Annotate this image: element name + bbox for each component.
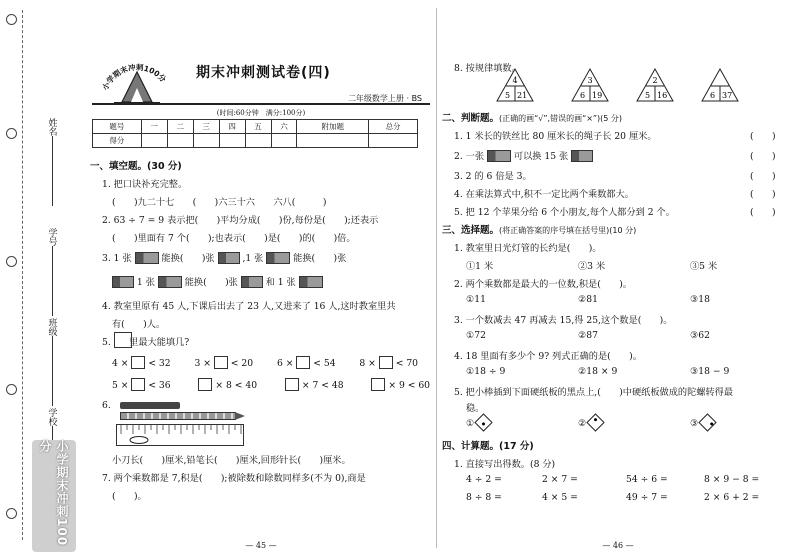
triangle-left: 5 (505, 91, 511, 100)
score-cell[interactable] (141, 134, 167, 148)
section-choice: 三、选择题。(将正确答案的序号填在括号里)(10 分) (442, 225, 637, 236)
triangle-top: 3 (587, 76, 593, 85)
triangle-right: 21 (517, 91, 528, 100)
triangle-top: 2 (652, 76, 658, 85)
score-cell[interactable] (245, 134, 271, 148)
banknote-image (487, 150, 511, 162)
question-1: 1. 把口诀补充完整。 (102, 179, 188, 190)
option[interactable]: ①1 米 (466, 261, 494, 272)
judge-1: 1. 1 米长的铁丝比 80 厘米长的绳子长 20 厘米。 (454, 131, 657, 142)
name-field[interactable]: 姓名 (40, 118, 64, 206)
cardboard-diamond-icon (587, 413, 605, 431)
cardboard-diamond-icon (699, 413, 717, 431)
calc-row-2 (466, 492, 760, 503)
school-field[interactable]: 学校 (40, 408, 64, 450)
punch-hole (6, 128, 17, 139)
answer-box[interactable] (371, 378, 385, 391)
number-triangle (701, 68, 739, 102)
page-title: 期末冲刺测试卷(四) (196, 65, 331, 81)
punch-hole (6, 256, 17, 267)
question-2-line-a: 2. 63 ÷ 7 = 9 表示把( )平均分成( )份,每份是( );还表示 (102, 215, 379, 226)
number-triangle (571, 68, 609, 102)
svg-text:小学期末冲刺100分: 小学期末冲刺100分 (100, 62, 168, 92)
question-4-line-b: 有( )人。 (112, 319, 166, 330)
calc-item: 2 × 6 + 2 = (704, 492, 760, 503)
option[interactable]: ③ (690, 416, 714, 429)
choice-2: 2. 两个乘数都是最大的一位数,积是( )。 (454, 279, 632, 290)
option[interactable]: ③18 (690, 294, 710, 305)
class-field[interactable]: 班级 (40, 318, 64, 406)
judge-3: 3. 2 的 6 倍是 3。 (454, 171, 532, 182)
judge-2: 2. 一张 可以换 15 张 (454, 148, 593, 162)
option[interactable]: ②81 (578, 294, 598, 305)
choice-1-options (466, 258, 718, 272)
number-triangle (496, 68, 534, 102)
answer-box[interactable] (214, 356, 228, 369)
option[interactable]: ①72 (466, 330, 486, 341)
time-limit: (时间:60分钟 满分:100分) (216, 109, 306, 117)
score-cell[interactable] (193, 134, 219, 148)
score-cell[interactable] (297, 134, 369, 148)
score-cell[interactable] (369, 134, 418, 148)
score-table-header-row: 题号 一 二 三 四 五 六 附加题 总分 (93, 120, 418, 134)
option[interactable]: ③18 − 9 (690, 366, 730, 377)
calc-question-1: 1. 直接写出得数。(8 分) (454, 459, 556, 470)
question-4-line-a: 4. 教室里原有 45 人,下课后出去了 23 人,又进来了 16 人,这时教室里共 (102, 301, 396, 312)
triangle-right: 37 (722, 91, 733, 100)
number-triangle (636, 68, 674, 102)
question-8: 8. 按规律填数。 (454, 63, 521, 74)
question-5-row-1: 4 × < 32 3 × < 20 6 × < 54 8 × < 70 (112, 358, 419, 369)
question-2-line-b: ( )里面有 7 个( );也表示( )是( )的( )倍。 (112, 233, 356, 244)
calc-item: 54 ÷ 6 = (626, 474, 668, 485)
answer-box[interactable] (285, 378, 299, 391)
question-3-line-b: 1 张 能换( )张 和 1 张 (112, 274, 323, 288)
judge-4-answer[interactable]: ( ) (750, 189, 776, 200)
page-46 (436, 0, 800, 560)
judge-5-answer[interactable]: ( ) (750, 207, 776, 218)
choice-4-options (466, 366, 730, 377)
cut-line (22, 10, 23, 540)
page-number-left: — 45 — (245, 541, 277, 550)
triangle-left: 6 (710, 91, 716, 100)
triangle-left: 5 (645, 91, 651, 100)
question-6-answer-line: 小刀长( )厘米,铅笔长( )厘米,回形针长( )厘米。 (112, 455, 351, 466)
question-5: 5. 里最大能填几? (102, 334, 189, 348)
cardboard-diamond-icon (475, 413, 493, 431)
question-1-line: ( )九二十七 ( )六三十六 六八( ) (112, 197, 327, 208)
answer-box[interactable] (114, 332, 132, 348)
choice-5-options (466, 416, 699, 429)
banknote-image (571, 150, 593, 162)
choice-5-line-b: 稳。 (466, 403, 485, 414)
question-7-line-a: 7. 两个乘数都是 7,积是( );被除数和除数同样多(不为 0),商是 (102, 473, 366, 484)
section-fill-in: 一、填空题。(30 分) (90, 161, 182, 172)
banknote-image (299, 276, 323, 288)
score-table (92, 119, 418, 148)
choice-5-line-a: 5. 把小棒插到下面硬纸板的黑点上,( )中硬纸板做成的陀螺转得最 (454, 387, 734, 398)
grade-label: 二年级数学上册 · BS (347, 94, 422, 103)
banknote-image (241, 276, 263, 288)
banknote-image (266, 252, 290, 264)
choice-3-options (466, 330, 710, 341)
section-calculation: 四、计算题。(17 分) (442, 441, 534, 452)
choice-1: 1. 教室里日光灯管的长约是( )。 (454, 243, 602, 254)
judge-2-answer[interactable]: ( ) (750, 151, 776, 162)
calc-row-1 (466, 474, 760, 485)
binding-holes (6, 0, 20, 560)
judge-4: 4. 在乘法算式中,积不一定比两个乘数都大。 (454, 189, 634, 200)
judge-5: 5. 把 12 个苹果分给 6 个小朋友,每个人都分到 2 个。 (454, 207, 675, 218)
option[interactable]: ① (466, 418, 490, 429)
binding-margin (0, 0, 86, 560)
punch-hole (6, 508, 17, 519)
choice-2-options (466, 294, 710, 305)
knife-image (120, 402, 180, 409)
page-45 (86, 0, 436, 560)
score-cell[interactable] (271, 134, 297, 148)
question-6: 6. (102, 400, 111, 411)
question-5-row-2: 5 × < 36 × 8 < 40 × 7 < 48 × 9 < 60 (112, 380, 431, 391)
calc-item: 8 × 9 − 8 = (704, 474, 760, 485)
calc-item: 8 ÷ 8 = (466, 492, 502, 503)
series-logo (98, 50, 176, 108)
option[interactable]: ②3 米 (578, 261, 606, 272)
answer-box[interactable] (131, 378, 145, 391)
option[interactable]: ② (578, 416, 602, 429)
answer-box[interactable] (379, 356, 393, 369)
score-cell[interactable] (167, 134, 193, 148)
judge-3-answer[interactable]: ( ) (750, 171, 776, 182)
option[interactable]: ③5 米 (690, 261, 718, 272)
calc-item: 4 × 5 = (542, 492, 578, 503)
question-3-line-a: 3. 1 张 能换( )张 ,1 张 能换( )张 (102, 253, 347, 264)
choice-3: 3. 一个数减去 47 再减去 15,得 25,这个数是( )。 (454, 315, 673, 326)
option[interactable]: ③62 (690, 330, 710, 341)
triangle-right: 19 (592, 91, 603, 100)
banknote-image (135, 252, 159, 264)
option[interactable]: ①18 ÷ 9 (466, 366, 506, 377)
punch-hole (6, 384, 17, 395)
pencil-image (120, 412, 236, 420)
title-rule (92, 103, 430, 105)
score-table-score-row: 得分 (93, 134, 418, 148)
option[interactable]: ②18 × 9 (578, 366, 618, 377)
banknote-image (158, 276, 182, 288)
answer-box[interactable] (198, 378, 212, 391)
choice-4: 4. 18 里面有多少个 9? 列式正确的是( )。 (454, 351, 642, 362)
option[interactable]: ①11 (466, 294, 486, 305)
calc-item: 4 ÷ 2 = (466, 474, 502, 485)
answer-box[interactable] (131, 356, 145, 369)
answer-box[interactable] (296, 356, 310, 369)
page-number-right: — 46 — (602, 541, 634, 550)
triangle-right: 16 (657, 91, 668, 100)
triangle-left: 6 (580, 91, 586, 100)
student-id-field[interactable]: 学号 (40, 228, 64, 316)
banknote-image (112, 276, 134, 288)
section-judge: 二、判断题。(正确的画“√”,错误的画“×”)(5 分) (442, 113, 623, 124)
spine-banner: 小学期末冲刺100分 (32, 440, 76, 552)
banknote-image (218, 252, 240, 264)
judge-1-answer[interactable]: ( ) (750, 131, 776, 142)
calc-item: 49 ÷ 7 = (626, 492, 668, 503)
ruler-image (116, 424, 244, 446)
calc-item: 2 × 7 = (542, 474, 578, 485)
question-7-line-b: ( )。 (112, 491, 147, 502)
option[interactable]: ②87 (578, 330, 598, 341)
punch-hole (6, 14, 17, 25)
score-cell[interactable] (219, 134, 245, 148)
triangle-top: 4 (512, 76, 518, 85)
